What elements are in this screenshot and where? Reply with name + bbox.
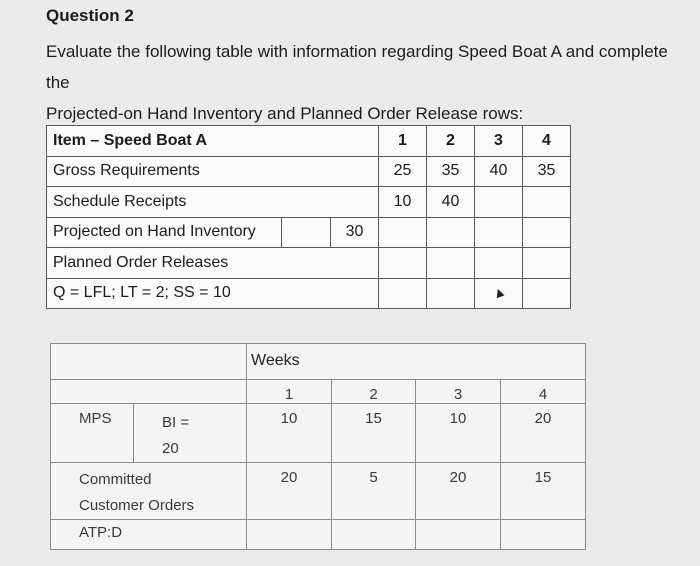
- period-header: 1: [379, 126, 427, 157]
- projected-on-hand-cell[interactable]: [427, 217, 475, 248]
- schedule-receipts-label: Schedule Receipts: [47, 187, 379, 218]
- parameters-label: Q = LFL; LT = 2; SS = 10: [47, 278, 379, 309]
- beginning-inventory: [134, 404, 247, 463]
- planned-order-releases-row: [47, 248, 571, 279]
- gross-requirements-label: Gross Requirements: [47, 156, 379, 187]
- question-title: Question 2: [46, 6, 134, 25]
- projected-on-hand-cell[interactable]: [379, 217, 427, 248]
- weeks-label-row: [51, 344, 586, 380]
- mps-cell: 20: [501, 404, 586, 463]
- schedule-receipt-cell: 10: [379, 187, 427, 218]
- mps-row: [51, 404, 586, 463]
- week-header: 3: [416, 380, 501, 404]
- atp-cell[interactable]: [416, 520, 501, 550]
- empty-cell: [523, 278, 571, 309]
- schedule-receipt-cell: 40: [427, 187, 475, 218]
- empty-cell: [475, 278, 523, 309]
- bi-value: 20: [162, 440, 179, 457]
- planned-order-release-cell[interactable]: [379, 248, 427, 279]
- gross-requirement-cell: 35: [427, 156, 475, 187]
- committed-orders-label: [51, 463, 247, 520]
- weeks-label: Weeks: [247, 344, 586, 380]
- weeks-number-row: [51, 380, 586, 404]
- question-line-2: Projected-on Hand Inventory and Planned Order Release rows:: [46, 104, 524, 123]
- bi-label: BI =: [162, 414, 190, 431]
- mps-label: MPS: [51, 404, 134, 463]
- empty-cell: [51, 380, 247, 404]
- committed-line-1: Committed: [79, 471, 152, 488]
- period-header: 4: [523, 126, 571, 157]
- mps-cell: 10: [416, 404, 501, 463]
- item-label: Item – Speed Boat A: [47, 126, 379, 157]
- planned-order-release-cell[interactable]: [427, 248, 475, 279]
- mrp-table-speed-boat-a: [46, 125, 571, 309]
- schedule-receipt-cell: [475, 187, 523, 218]
- committed-cell: 20: [247, 463, 332, 520]
- gross-requirements-row: [47, 156, 571, 187]
- empty-cell: [282, 217, 331, 248]
- question-line-1: Evaluate the following table with information regarding Speed Boat A and complete the: [46, 42, 668, 92]
- empty-cell: [379, 278, 427, 309]
- empty-cell: [51, 344, 247, 380]
- schedule-receipts-row: [47, 187, 571, 218]
- period-header: 3: [475, 126, 523, 157]
- period-header: 2: [427, 126, 475, 157]
- table1-header-row: [47, 126, 571, 157]
- projected-on-hand-initial: 30: [331, 217, 379, 248]
- projected-on-hand-cell[interactable]: [475, 217, 523, 248]
- gross-requirement-cell: 40: [475, 156, 523, 187]
- committed-line-2: Customer Orders: [79, 497, 195, 514]
- committed-orders-row: [51, 463, 586, 520]
- week-header: 1: [247, 380, 332, 404]
- atp-row: [51, 520, 586, 550]
- projected-on-hand-cell[interactable]: [523, 217, 571, 248]
- schedule-receipt-cell: [523, 187, 571, 218]
- week-header: 2: [332, 380, 416, 404]
- question-text: [46, 36, 686, 129]
- week-header: 4: [501, 380, 586, 404]
- planned-order-releases-label: Planned Order Releases: [47, 248, 379, 279]
- atp-cell[interactable]: [501, 520, 586, 550]
- planned-order-release-cell[interactable]: [523, 248, 571, 279]
- empty-cell: [427, 278, 475, 309]
- mouse-cursor-icon: ▲: [489, 282, 508, 303]
- gross-requirement-cell: 35: [523, 156, 571, 187]
- parameters-row: [47, 278, 571, 309]
- committed-cell: 15: [501, 463, 586, 520]
- mps-cell: 10: [247, 404, 332, 463]
- planned-order-release-cell[interactable]: [475, 248, 523, 279]
- gross-requirement-cell: 25: [379, 156, 427, 187]
- projected-on-hand-row: [47, 217, 571, 248]
- committed-cell: 20: [416, 463, 501, 520]
- committed-cell: 5: [332, 463, 416, 520]
- projected-on-hand-label: Projected on Hand Inventory: [47, 217, 282, 248]
- mps-cell: 15: [332, 404, 416, 463]
- mps-atp-table: [50, 343, 586, 550]
- atp-label: ATP:D: [51, 520, 247, 550]
- atp-cell[interactable]: [247, 520, 332, 550]
- atp-cell[interactable]: [332, 520, 416, 550]
